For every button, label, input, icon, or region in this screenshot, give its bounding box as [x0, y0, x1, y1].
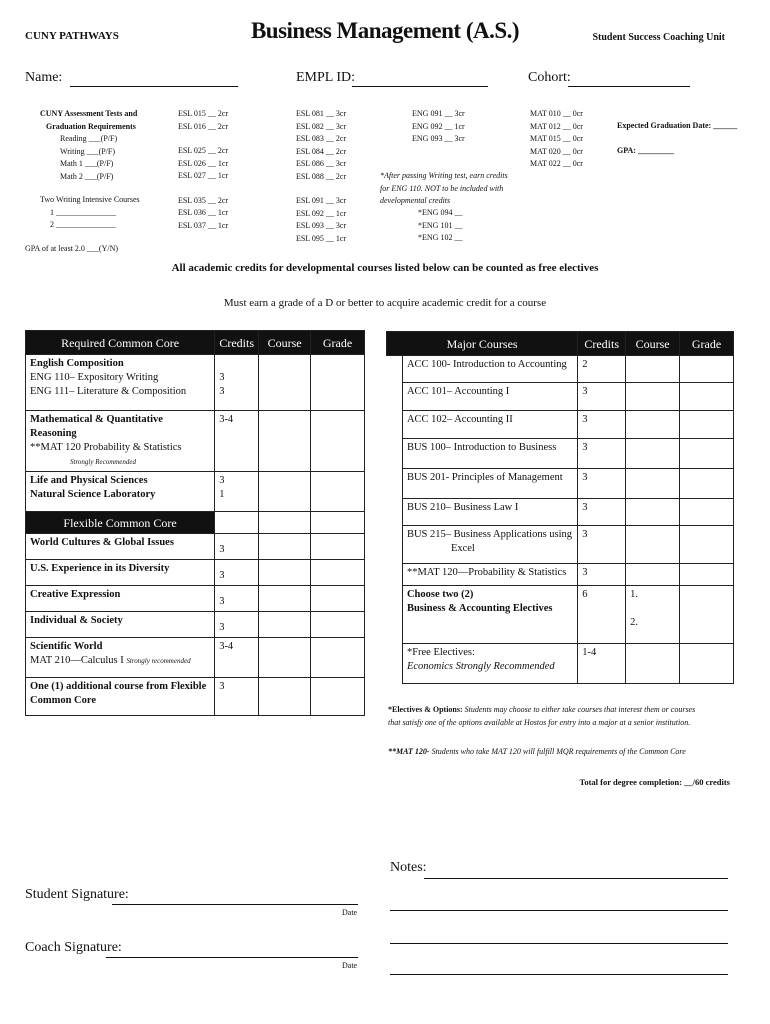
th-credits: Credits: [578, 332, 626, 356]
indent: [387, 586, 403, 644]
course-input[interactable]: [259, 355, 311, 411]
cohort-field[interactable]: [568, 86, 690, 87]
eng-item: ENG 092 __ 1cr: [412, 121, 465, 131]
indent: [387, 499, 403, 526]
course-cell: [402, 526, 577, 564]
coach-signature-field[interactable]: [106, 957, 358, 958]
credit-value: 1: [219, 489, 225, 500]
course-cell: BUS 201- Principles of Management: [402, 469, 577, 499]
course-cell: World Cultures & Global Issues: [26, 534, 215, 560]
course-line: BUS 215– Business Applications using: [406, 529, 573, 540]
credits-cell: 3: [215, 678, 259, 716]
student-signature-field[interactable]: [112, 904, 358, 905]
spacer: [178, 133, 228, 145]
grade-input[interactable]: [680, 526, 734, 564]
course-input[interactable]: [626, 644, 680, 684]
esl-item: ESL 016 __ 2cr: [178, 121, 229, 131]
notes-line-1[interactable]: [424, 878, 728, 879]
mat120-note: [388, 747, 686, 756]
esl-item: ESL 082 __ 3cr: [296, 121, 347, 131]
eng-note: [380, 170, 508, 208]
math-title: Mathematical & Quantitative Reasoning: [30, 414, 163, 439]
indent: [387, 411, 403, 439]
gpa-field: GPA: _________: [617, 145, 674, 155]
th-major-courses: Major Courses: [387, 332, 578, 356]
eng-note-line: *After passing Writing test, earn credits: [380, 171, 508, 180]
electives-text-2: that satisfy one of the options available at Hostos for entry into a major at a senior institution.: [388, 718, 691, 727]
mat-item: MAT 020 __ 0cr: [530, 146, 583, 156]
major-courses-table: [386, 331, 734, 684]
sci-title: Scientific World: [30, 641, 103, 652]
credits-cell: 3: [578, 439, 626, 469]
grade-input[interactable]: [311, 560, 365, 586]
credits-cell: 3: [578, 469, 626, 499]
table-row: [387, 499, 734, 526]
grade-input[interactable]: [680, 439, 734, 469]
course-input[interactable]: [259, 638, 311, 678]
esl-item: ESL 081 __ 3cr: [296, 109, 347, 118]
th-course: Course: [626, 332, 680, 356]
empl-field[interactable]: [352, 86, 488, 87]
mat-col: [530, 108, 583, 171]
grade-input[interactable]: [680, 411, 734, 439]
notes-line-4[interactable]: [390, 974, 728, 975]
course-line: Natural Science Laboratory: [30, 489, 156, 500]
indent: [387, 644, 403, 684]
student-signature-label: Student Signature:: [25, 887, 129, 902]
indent: [387, 526, 403, 564]
header-right: Student Success Coaching Unit: [592, 32, 725, 43]
esl-item: ESL 092 __ 1cr: [296, 208, 347, 218]
course-input[interactable]: [626, 469, 680, 499]
name-field[interactable]: [70, 86, 238, 87]
credits-cell: 3: [215, 560, 259, 586]
spacer: [296, 183, 346, 195]
table-row: [387, 356, 734, 383]
assessment-block: [40, 108, 137, 183]
slot-2: 2.: [630, 617, 639, 628]
table-row: [387, 564, 734, 586]
course-input[interactable]: [626, 526, 680, 564]
course-input[interactable]: [259, 678, 311, 716]
table-row: [387, 439, 734, 469]
course-cell: U.S. Experience in its Diversity: [26, 560, 215, 586]
credits-cell: 3: [578, 383, 626, 411]
table-row: [387, 469, 734, 499]
writing-item-1: 1 _______________: [50, 207, 116, 217]
grade-input[interactable]: [680, 383, 734, 411]
course-cell: **MAT 120—Probability & Statistics: [402, 564, 577, 586]
credit-value: 3: [219, 372, 225, 383]
credits-cell: 3: [578, 526, 626, 564]
notes-line-2[interactable]: [390, 910, 728, 911]
grade-input[interactable]: [311, 355, 365, 411]
grade-input[interactable]: [680, 499, 734, 526]
eng-item: ENG 091 __ 3cr: [412, 109, 465, 118]
course-cell: ACC 101– Accounting I: [402, 383, 577, 411]
table-row: [26, 472, 365, 512]
esl-item: ESL 015 __ 2cr: [178, 109, 229, 118]
table-row: [387, 644, 734, 684]
esl-item: ESL 026 __ 1cr: [178, 158, 229, 168]
th-flexible-common-core: Flexible Common Core: [26, 512, 215, 534]
table-row: [387, 526, 734, 564]
credits-cell: [215, 355, 259, 411]
indent: [387, 564, 403, 586]
course-sub: Strongly Recommended: [70, 458, 137, 466]
th-required-common-core: Required Common Core: [26, 331, 215, 355]
credits-cell: 3: [215, 586, 259, 612]
eng-after-item: *ENG 102 __: [418, 233, 463, 242]
credits-cell: 3: [578, 499, 626, 526]
course-input[interactable]: [259, 586, 311, 612]
total-credits: Total for degree completion: __/60 credits: [579, 777, 730, 787]
eng-col: [412, 108, 465, 146]
eng-after-item: *ENG 094 __: [418, 208, 463, 217]
course-line: ENG 111– Literature & Composition: [30, 386, 187, 397]
course-input[interactable]: [626, 356, 680, 383]
assessment-title-2: Graduation Requirements: [46, 121, 136, 131]
course-line: Business & Accounting Electives: [406, 603, 553, 614]
esl-item: ESL 093 __ 3cr: [296, 221, 347, 230]
spacer: [617, 133, 737, 145]
empty-cell: [311, 512, 365, 534]
credits-cell: 3: [215, 612, 259, 638]
course-line: Life and Physical Sciences: [30, 475, 148, 486]
course-cell: BUS 100– Introduction to Business: [402, 439, 577, 469]
student-date-label: Date: [342, 908, 358, 917]
course-line: Common Core: [30, 695, 97, 706]
th-course: Course: [259, 331, 311, 355]
grade-input[interactable]: [680, 469, 734, 499]
grade-input[interactable]: [311, 411, 365, 472]
eng-note-line: developmental credits: [380, 196, 451, 205]
eng-comp-title: English Composition: [30, 358, 124, 369]
esl-item: ESL 035 __ 2cr: [178, 195, 229, 205]
esl-item: ESL 091 __ 3cr: [296, 196, 347, 205]
grade-input[interactable]: [311, 638, 365, 678]
course-cell: ACC 100- Introduction to Accounting: [402, 356, 577, 383]
grade-input[interactable]: [311, 472, 365, 512]
header-left: CUNY PATHWAYS: [25, 30, 119, 42]
eng-note-line: for ENG 110. NOT to be included with: [380, 183, 504, 193]
course-cell: ACC 102– Accounting II: [402, 411, 577, 439]
table-row: [26, 411, 365, 472]
course-cell: Creative Expression: [26, 586, 215, 612]
grade-input[interactable]: [311, 678, 365, 716]
course-input[interactable]: [626, 586, 680, 644]
course-input[interactable]: [626, 439, 680, 469]
indent: [387, 356, 403, 383]
th-grade: Grade: [311, 331, 365, 355]
table-row: [387, 586, 734, 644]
credits-cell: 6: [578, 586, 626, 644]
table-row: [26, 560, 365, 586]
mat120-text: Students who take MAT 120 will fulfill MQR requirements of the Common Core: [429, 747, 686, 756]
course-input[interactable]: [626, 499, 680, 526]
spacer: [178, 183, 228, 195]
course-cell: [26, 472, 215, 512]
electives-note: [388, 703, 738, 729]
esl-col-2: [296, 108, 346, 245]
grade-input[interactable]: [680, 564, 734, 586]
course-line: MAT 210—Calculus I: [30, 655, 124, 666]
course-line: Excel: [450, 543, 475, 554]
developmental-banner: All academic credits for developmental courses listed below can be counted as free electives: [171, 262, 599, 274]
common-core-table: [25, 330, 365, 716]
mat-item: MAT 010 __ 0cr: [530, 109, 583, 118]
grade-input[interactable]: [680, 356, 734, 383]
must-earn-note: Must earn a grade of a D or better to acquire academic credit for a course: [223, 297, 547, 309]
grade-input[interactable]: [311, 612, 365, 638]
empty-cell: [215, 512, 259, 534]
esl-item: ESL 036 __ 1cr: [178, 208, 229, 217]
indent: [387, 439, 403, 469]
eng-item: ENG 093 __ 3cr: [412, 134, 465, 143]
th-grade: Grade: [680, 332, 734, 356]
notes-label: Notes:: [390, 860, 427, 875]
empl-label: EMPL ID:: [296, 70, 355, 85]
assessment-title-1: CUNY Assessment Tests and: [40, 109, 138, 118]
gpa-requirement: [25, 243, 118, 256]
esl-item: ESL 088 __ 2cr: [296, 171, 347, 181]
course-line: One (1) additional course from Flexible: [30, 681, 207, 692]
course-input[interactable]: [259, 560, 311, 586]
credits-cell: 2: [578, 356, 626, 383]
writing-item-2: 2 _______________: [50, 220, 116, 229]
course-line: *Free Electives:: [406, 647, 475, 658]
th-credits: Credits: [215, 331, 259, 355]
eng-after-item: *ENG 101 __: [418, 220, 463, 230]
esl-item: ESL 084 __ 2cr: [296, 146, 347, 156]
course-input[interactable]: [626, 564, 680, 586]
mat-item: MAT 022 __ 0cr: [530, 159, 583, 168]
grade-input[interactable]: [311, 586, 365, 612]
credits-cell: 3: [215, 534, 259, 560]
course-cell: [402, 644, 577, 684]
course-input[interactable]: [259, 411, 311, 472]
slot-1: 1.: [630, 589, 639, 600]
course-input[interactable]: [259, 472, 311, 512]
cohort-label: Cohort:: [528, 70, 571, 85]
eng-after: [418, 207, 462, 245]
empty-cell: [259, 512, 311, 534]
gpa-requirement-text: GPA of at least 2.0 ___(Y/N): [25, 244, 119, 253]
writing-intensive-block: [40, 194, 140, 232]
assessment-math2: Math 2 ___(P/F): [60, 171, 114, 181]
course-line: Choose two (2): [406, 589, 474, 600]
assessment-writing: Writing ___(P/F): [60, 146, 116, 156]
esl-col-1: [178, 108, 228, 232]
credits-cell: [215, 472, 259, 512]
course-cell: Individual & Society: [26, 612, 215, 638]
course-line: ENG 110– Expository Writing: [30, 372, 159, 383]
electives-label: *Electives & Options:: [388, 705, 463, 714]
course-input[interactable]: [259, 612, 311, 638]
course-cell: BUS 210– Business Law I: [402, 499, 577, 526]
assessment-math1: Math 1 ___(P/F): [60, 159, 114, 168]
course-input[interactable]: [626, 383, 680, 411]
assessment-reading: Reading ___(P/F): [60, 134, 118, 143]
coach-date-label: Date: [342, 961, 358, 970]
credit-value: 3: [219, 475, 225, 486]
grade-input[interactable]: [680, 644, 734, 684]
mat-item: MAT 015 __ 0cr: [530, 134, 583, 143]
course-cell: [26, 355, 215, 411]
esl-item: ESL 086 __ 3cr: [296, 159, 347, 168]
indent: [387, 383, 403, 411]
mat-item: MAT 012 __ 0cr: [530, 121, 583, 131]
table-row: [387, 383, 734, 411]
table-row: [26, 586, 365, 612]
course-line: Economics Strongly Recommended: [406, 661, 555, 672]
course-cell: [402, 586, 577, 644]
notes-line-3[interactable]: [390, 943, 728, 944]
table-row: [26, 534, 365, 560]
table-row: [26, 355, 365, 411]
course-line: **MAT 120 Probability & Statistics: [30, 442, 182, 453]
indent: [387, 469, 403, 499]
credits-cell: 3: [578, 411, 626, 439]
table-row: [26, 638, 365, 678]
course-sub: Strongly recommended: [126, 657, 191, 665]
expected-graduation: Expected Graduation Date: ______: [617, 121, 738, 130]
coach-signature-label: Coach Signature:: [25, 940, 122, 955]
course-cell: [26, 411, 215, 472]
esl-item: ESL 037 __ 1cr: [178, 220, 229, 230]
table-row: [387, 411, 734, 439]
grade-input[interactable]: [680, 586, 734, 644]
course-input[interactable]: [259, 534, 311, 560]
grad-block: [617, 120, 737, 157]
table-row: [26, 612, 365, 638]
credits-cell: 3-4: [215, 638, 259, 678]
writing-title: Two Writing Intensive Courses: [40, 195, 140, 204]
credits-cell: 3: [578, 564, 626, 586]
esl-item: ESL 083 __ 2cr: [296, 134, 347, 143]
mat120-label: **MAT 120-: [388, 747, 430, 756]
credit-value: 3: [219, 386, 225, 397]
course-cell: [26, 678, 215, 716]
table-row: [26, 678, 365, 716]
esl-item: ESL 027 __ 1cr: [178, 171, 229, 180]
electives-text: Students may choose to either take courses that interest them or courses: [462, 705, 696, 714]
page-title: Business Management (A.S.): [250, 18, 520, 43]
credits-cell: 1-4: [578, 644, 626, 684]
name-label: Name:: [25, 70, 63, 85]
esl-item: ESL 025 __ 2cr: [178, 146, 229, 155]
course-cell: [26, 638, 215, 678]
course-input[interactable]: [626, 411, 680, 439]
grade-input[interactable]: [311, 534, 365, 560]
credits-cell: 3-4: [215, 411, 259, 472]
esl-item: ESL 095 __ 1cr: [296, 233, 347, 243]
